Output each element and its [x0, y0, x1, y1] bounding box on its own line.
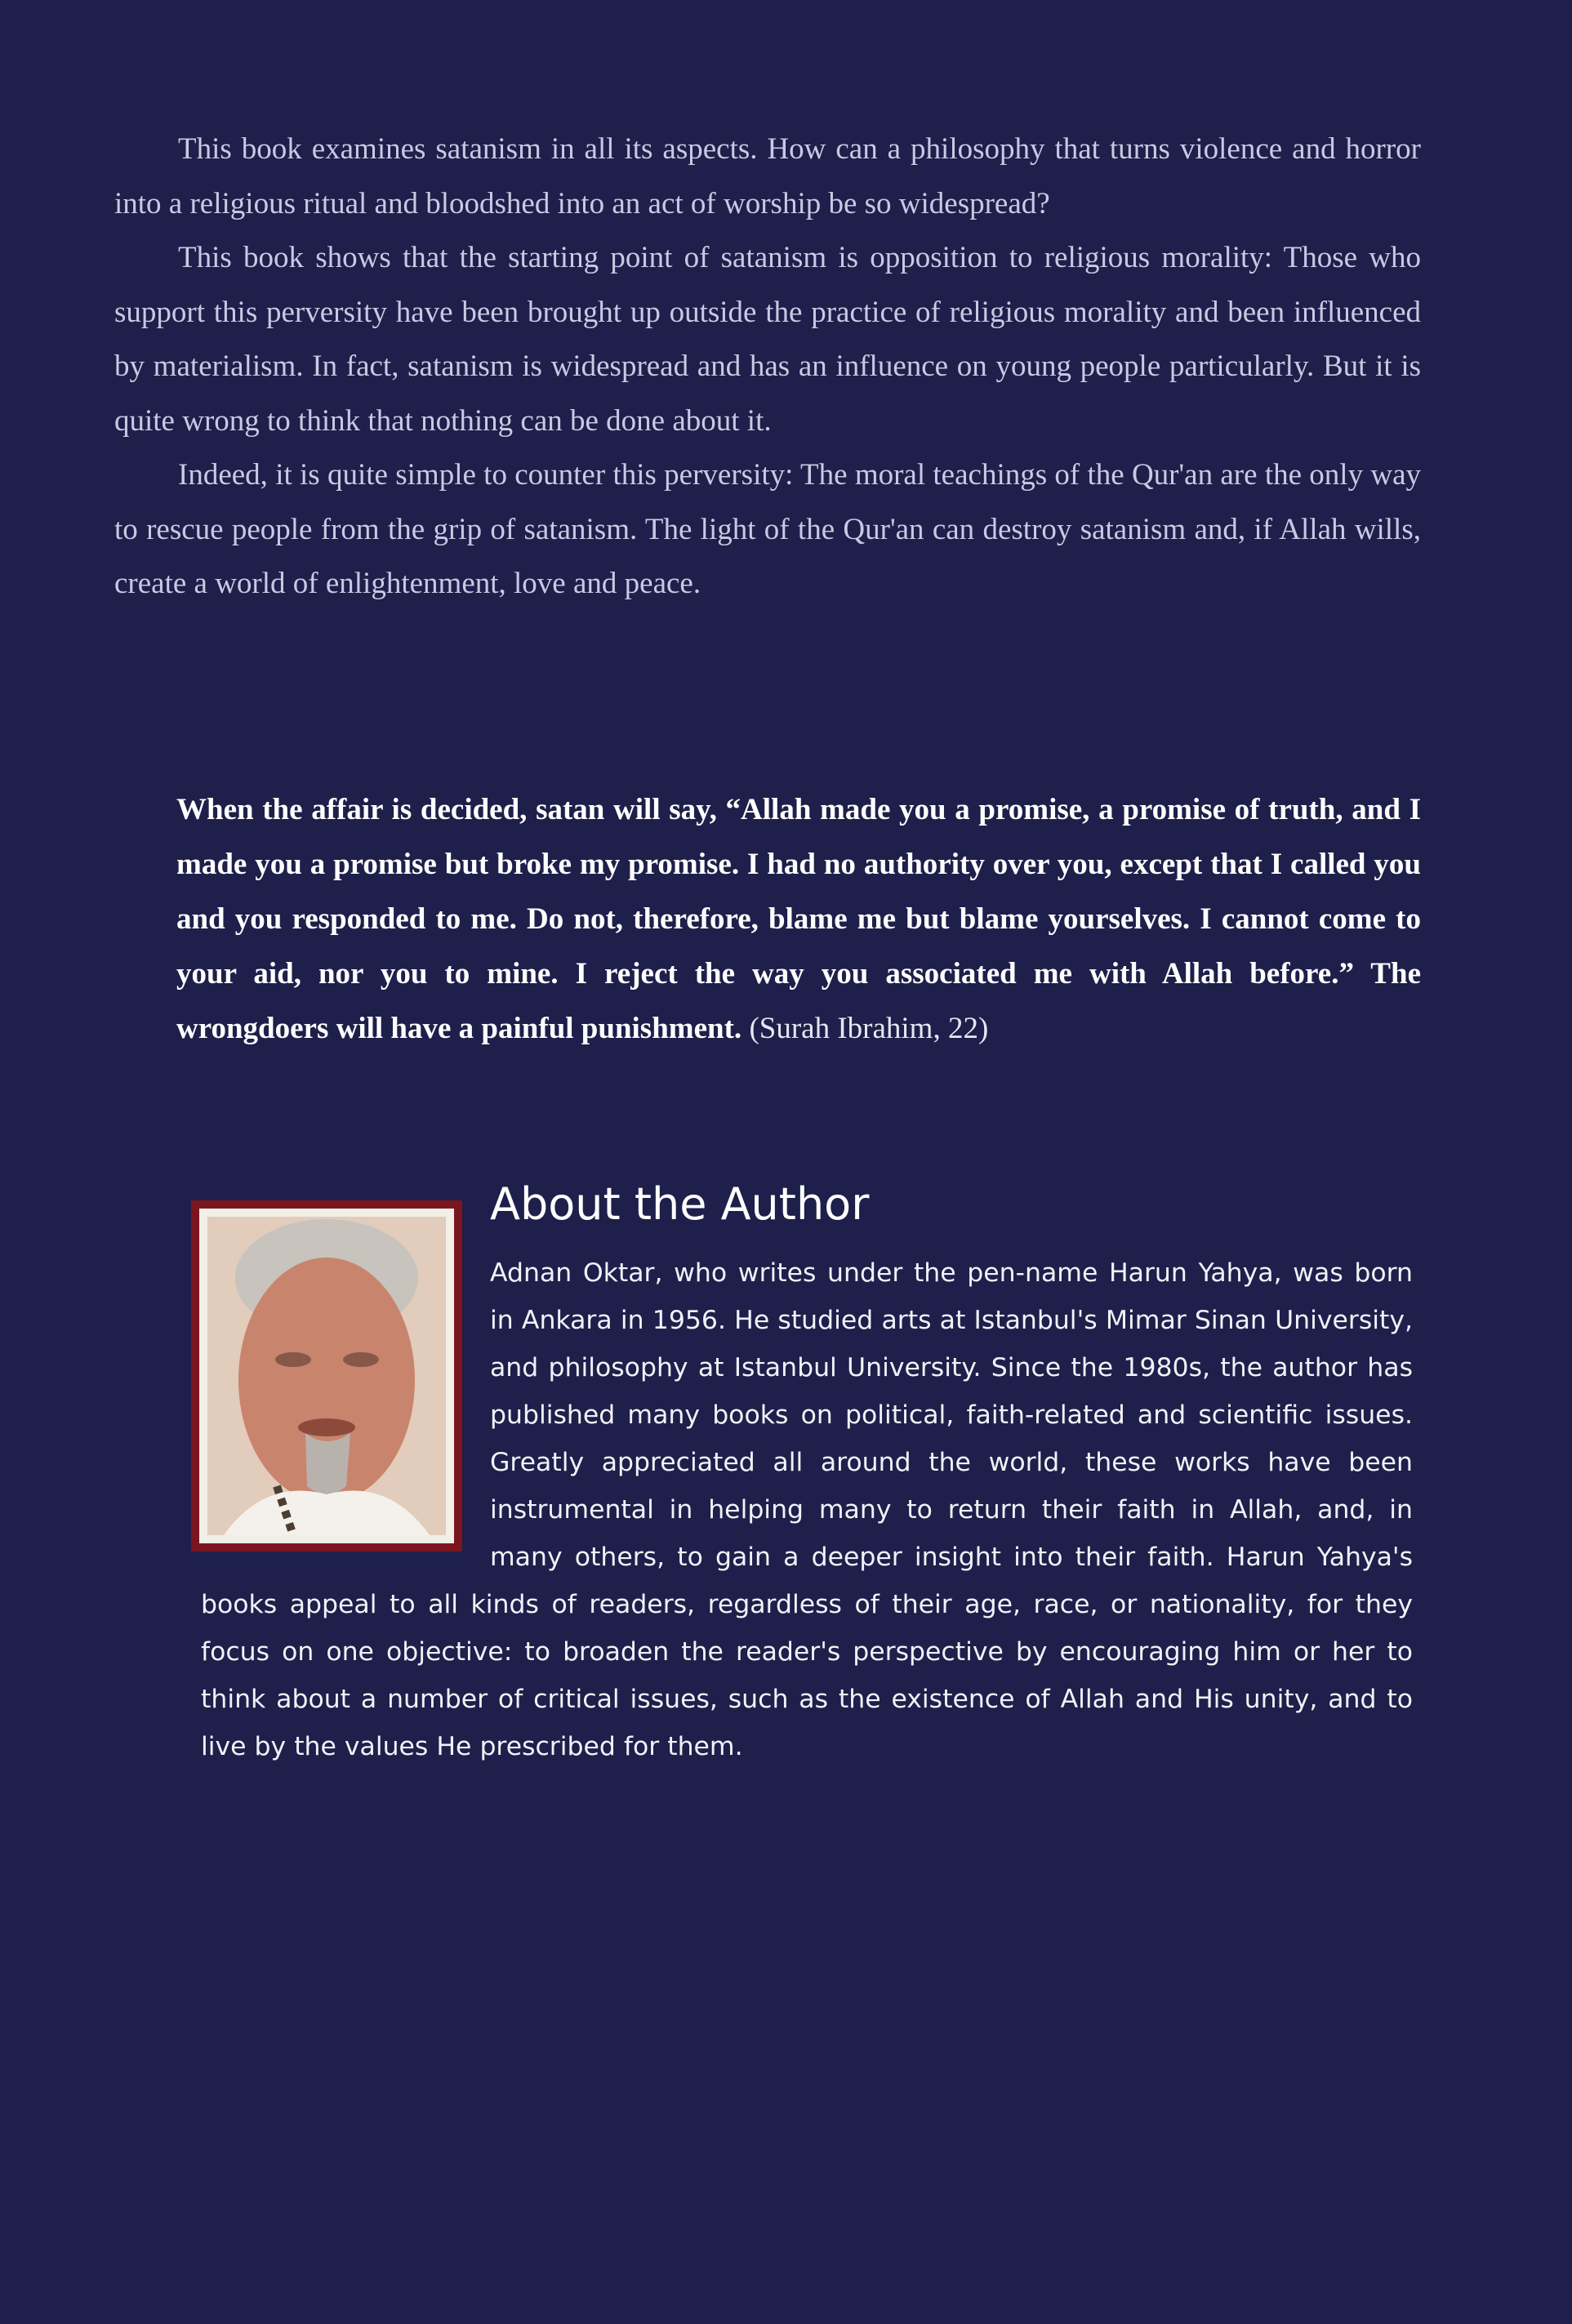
book-description — [114, 122, 1421, 612]
author-bio — [201, 1249, 1413, 1770]
blurb-paragraph: Indeed, it is quite simple to counter this perversity: The moral teachings of the Qur'an are the only way to rescue people from the grip of satanism. The light of the Qur'an can destroy satanism and, if Allah wills, create a world of enlightenment, love and peace. — [114, 458, 1421, 600]
photo-wrap-spacer — [201, 1249, 490, 1558]
author-bio-text: Adnan Oktar, who writes under the pen-name Harun Yahya, was born in Ankara in 1956. He studied arts at Istanbul's Mimar Sinan University, and philosophy at Istanbul University. Since the 1980s, the author has published many books on political, faith-related and scientific issues. Greatly appreciated all around the world, these works have been instrumental in helping many to return their faith in Allah, and, in many others, to gain a deeper insight into their faith. Harun Yahya's books appeal to all kinds of readers, regardless of their age, race, or nationality, for they focus on one objective: to broaden the reader's perspective by encouraging him or her to think about a number of critical issues, such as the existence of Allah and His unity, and to live by the values He prescribed for them. — [201, 1258, 1413, 1761]
about-author-heading: About the Author — [490, 1178, 870, 1230]
quote-text: When the affair is decided, satan will say, “Allah made you a promise, a promise of truth, and I made you a promise but broke my promise. I had no authority over you, except that I called you and you responded to me. Do not, therefore, blame me but blame yourselves. I cannot come to your aid, nor you to mine. I reject the way you associated me with Allah before.” The wrongdoers will have a painful punishment. — [176, 793, 1421, 1045]
blurb-paragraph: This book examines satanism in all its aspects. How can a philosophy that turns violence and horror into a religious ritual and bloodshed into an act of worship be so widespread? — [114, 132, 1421, 220]
blurb-paragraph: This book shows that the starting point of satanism is opposition to religious morality: Those who support this perversity have been brought up outside the practice of religious morality and been influenced by materialism. In fact, satanism is widespread and has an influence on young people particularly. But it is quite wrong to think that nothing can be done about it. — [114, 241, 1421, 438]
quran-quote — [176, 782, 1421, 1056]
quote-reference: (Surah Ibrahim, 22) — [749, 1012, 989, 1045]
